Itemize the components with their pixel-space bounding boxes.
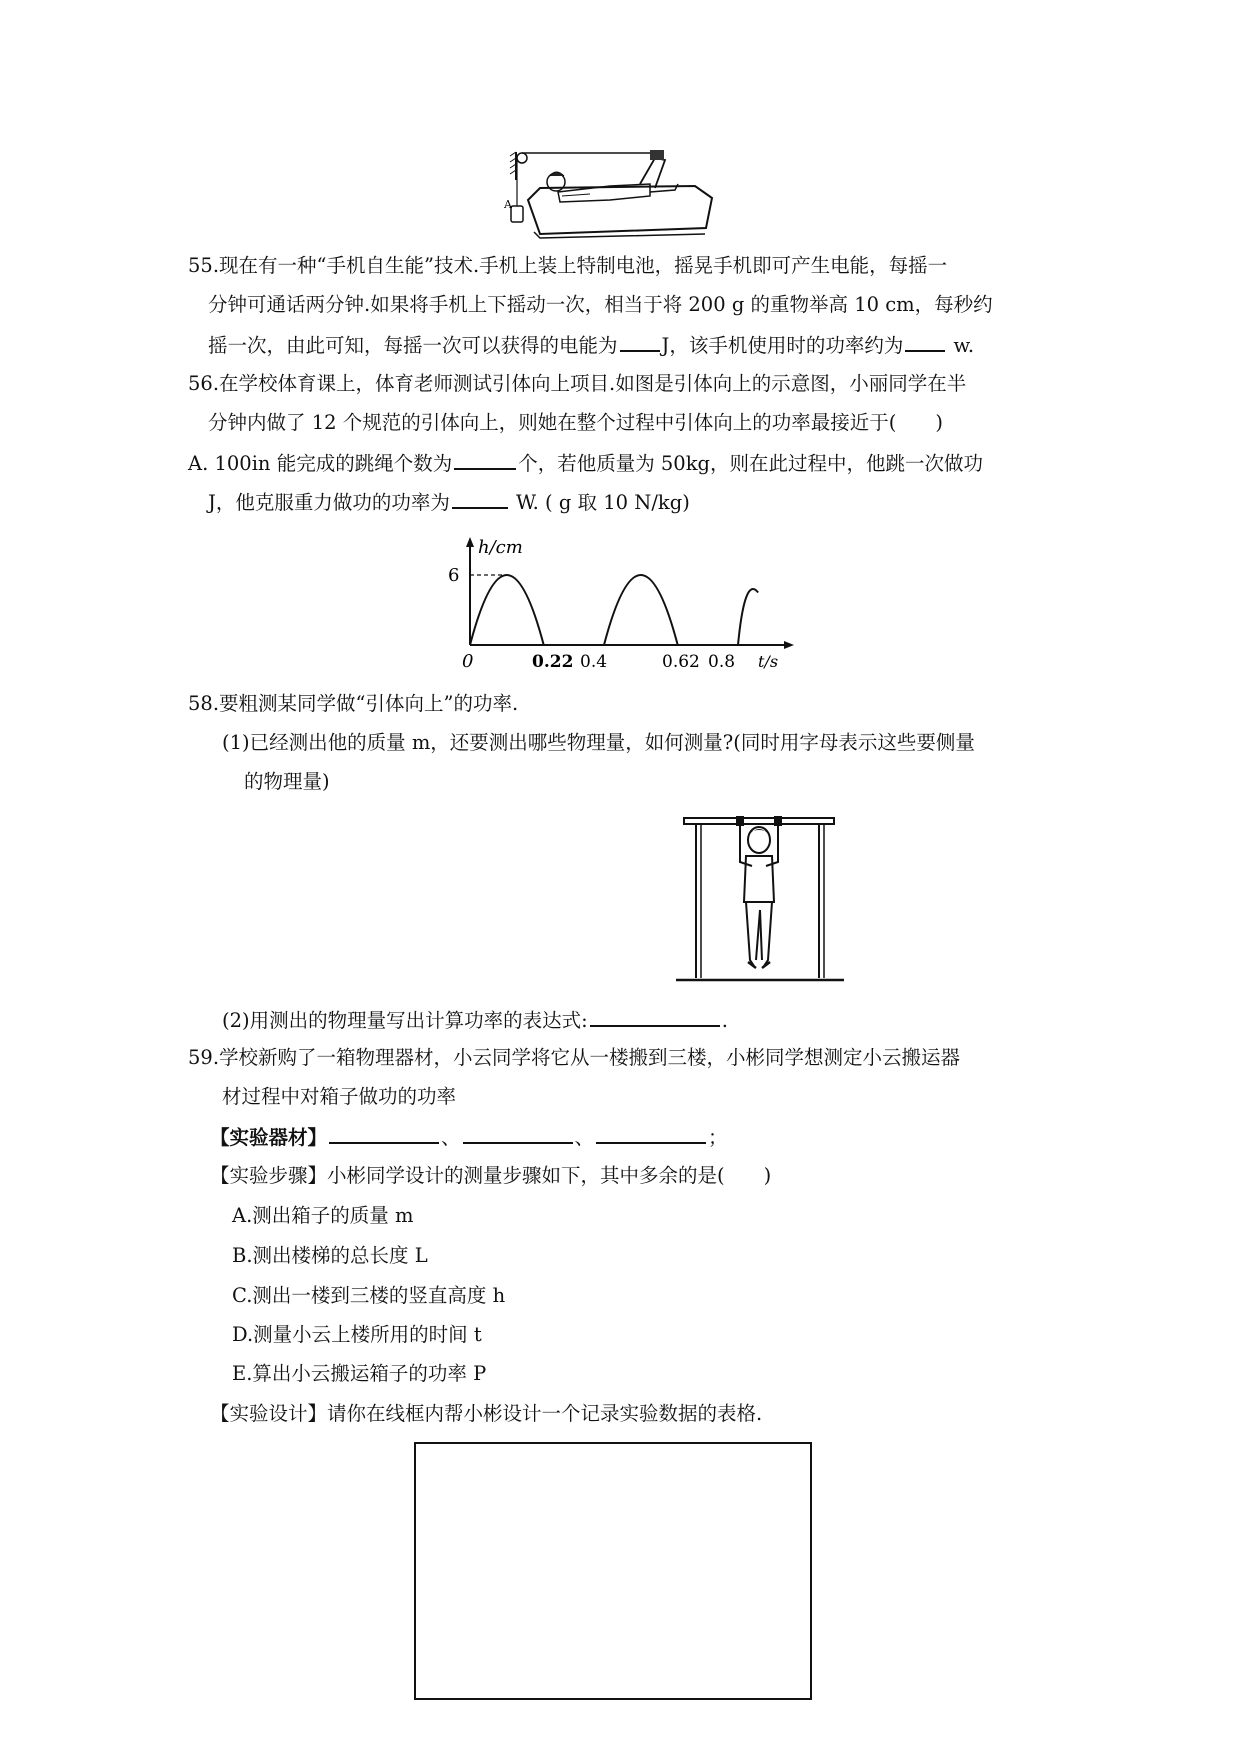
figure-pull-up (670, 810, 850, 990)
q59-line1: 59.学校新购了一箱物理器材，小云同学将它从一楼搬到三楼，小彬同学想测定小云搬运器 (188, 1046, 961, 1069)
q56-text-b: 个，若他质量为 50kg，则在此过程中，他跳一次做功 (518, 452, 984, 475)
q56-line2: 分钟内做了 12 个规范的引体向上，则她在整个过程中引体向上的功率最接近于( ) (208, 411, 943, 434)
q55-blank-energy[interactable] (620, 330, 660, 352)
origin-label: 0 (462, 651, 474, 672)
q55-line2: 分钟可通话两分钟.如果将手机上下摇动一次，相当于将 200 g 的重物举高 10 cm，每秒约 (208, 293, 993, 316)
q56-text-a: A. 100in 能完成的跳绳个数为 (188, 452, 453, 475)
height-arc-2 (604, 575, 678, 645)
q56-text-c: J，他克服重力做功的功率为 (208, 491, 450, 514)
q59-line2: 材过程中对箱子做功的功率 (222, 1085, 457, 1108)
q59-option-e: E.算出小云搬运箱子的功率 P (232, 1362, 487, 1385)
q55-text-b: J，该手机使用时的功率约为 (661, 334, 904, 357)
q55-blank-power[interactable] (905, 330, 945, 352)
q59-option-c: C.测出一楼到三楼的竖直高度 h (232, 1284, 506, 1307)
height-arc-partial (738, 589, 758, 645)
q56-line4 (208, 487, 690, 517)
y-tick-6: 6 (448, 565, 460, 586)
q59-steps: 【实验步骤】小彬同学设计的测量步骤如下，其中多余的是( ) (210, 1164, 772, 1187)
q58-text-b: . (721, 1009, 728, 1032)
jump-height-chart (440, 535, 800, 675)
q56-line1: 56.在学校体育课上，体育老师测试引体向上项目.如图是引体向上的示意图，小丽同学在半 (188, 372, 967, 395)
y-axis-label: h/cm (478, 537, 523, 558)
q58-line3: 的物理量) (244, 770, 330, 793)
x-tick-0.4: 0.4 (580, 652, 608, 672)
q59-equipment (210, 1122, 728, 1152)
weight-label: A (504, 198, 512, 211)
figure-lying-person-pulley (500, 148, 720, 248)
equipment-blank-1[interactable] (329, 1122, 439, 1144)
q59-option-d: D.测量小云上楼所用的时间 t (232, 1323, 482, 1346)
q55-line1: 55.现在有一种“手机自生能”技术.手机上装上特制电池，摇晃手机即可产生电能，每摇一 (188, 254, 948, 277)
equipment-blank-3[interactable] (596, 1122, 706, 1144)
q56-line3 (188, 448, 983, 478)
q58-text-a: (2)用测出的物理量写出计算功率的表达式: (222, 1009, 588, 1032)
q56-blank-count[interactable] (454, 448, 516, 470)
q55-line3 (208, 330, 974, 360)
height-arc-1 (470, 575, 544, 645)
x-tick-0.8: 0.8 (708, 652, 736, 672)
answer-table-box[interactable] (414, 1442, 812, 1700)
q55-text-c: w. (953, 334, 975, 357)
x-axis-arrow (784, 641, 794, 649)
q56-text-d: W. ( g 取 10 N/kg) (516, 491, 690, 514)
q59-option-a: A.测出箱子的质量 m (232, 1204, 414, 1227)
x-axis-label: t/s (758, 652, 779, 671)
q58-line2: (1)已经测出他的质量 m，还要测出哪些物理量，如何测量?(同时用字母表示这些要侧量 (222, 731, 975, 754)
q56-blank-power[interactable] (452, 487, 508, 509)
q58-line4 (222, 1005, 728, 1035)
x-tick-0.62: 0.62 (662, 652, 700, 672)
q59-design: 【实验设计】请你在线框内帮小彬设计一个记录实验数据的表格. (210, 1402, 763, 1425)
height-curves (470, 575, 758, 645)
equipment-sep-2: 、 (574, 1126, 595, 1149)
y-axis-arrow (466, 537, 474, 547)
q58-line1: 58.要粗测某同学做“引体向上”的功率. (188, 692, 519, 715)
q55-text-a: 摇一次，由此可知，每摇一次可以获得的电能为 (208, 334, 618, 357)
equipment-end: ； (708, 1126, 728, 1149)
equipment-sep-1: 、 (441, 1126, 461, 1149)
equipment-label: 【实验器材】 (210, 1126, 328, 1149)
q59-option-b: B.测出楼梯的总长度 L (232, 1244, 428, 1267)
q58-blank-expression[interactable] (590, 1005, 720, 1027)
equipment-blank-2[interactable] (463, 1122, 573, 1144)
x-tick-0.22: 0.22 (532, 652, 574, 672)
